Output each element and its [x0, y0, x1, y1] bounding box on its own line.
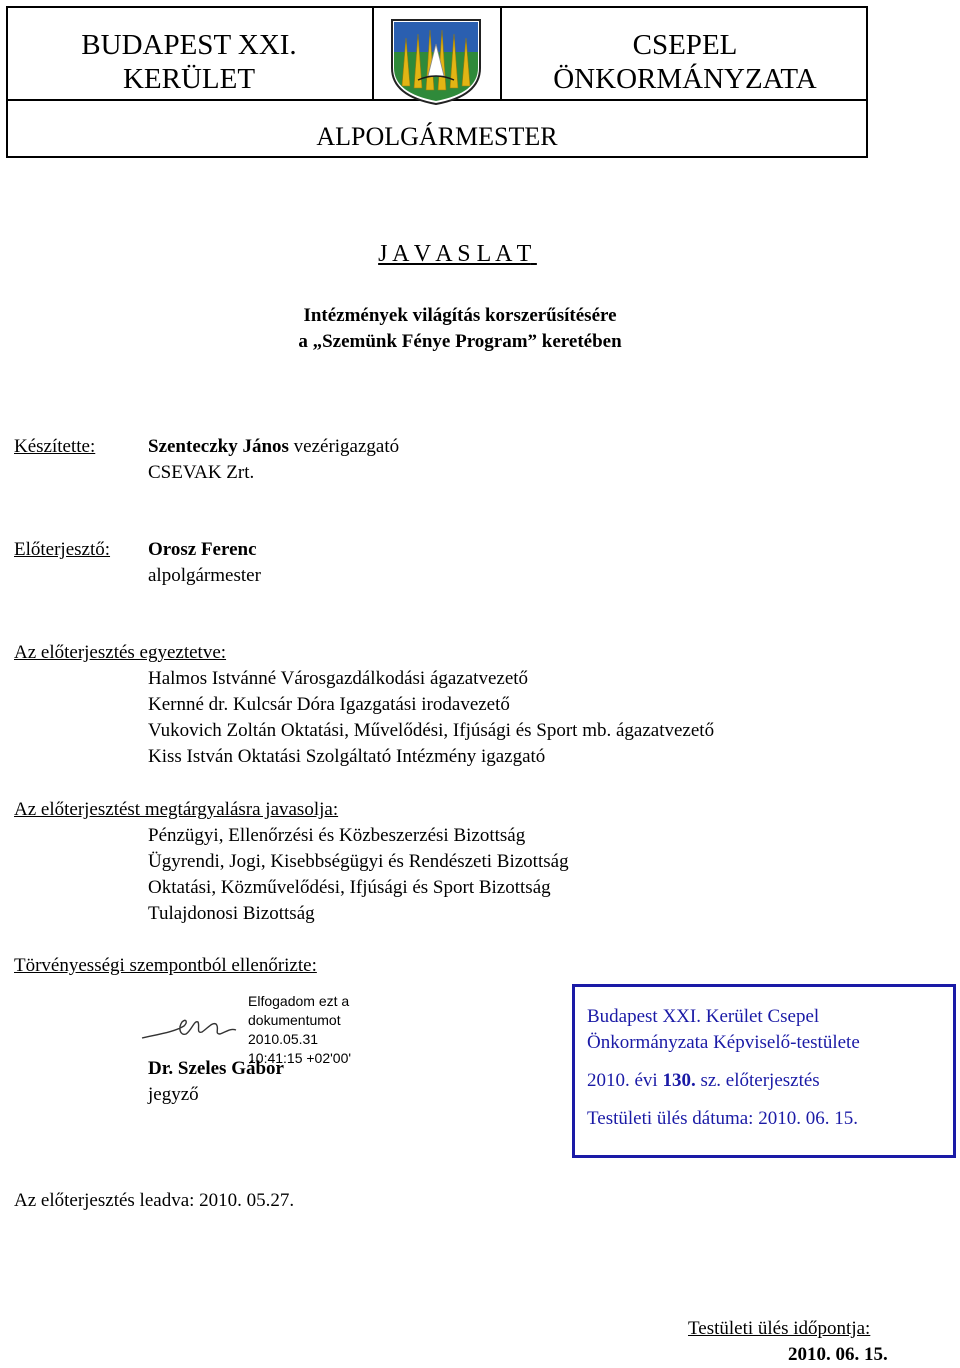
- committee-item: Oktatási, Közművelődési, Ifjúsági és Sport Bizottság: [148, 877, 551, 898]
- subtitle-line2: a „Szemünk Fénye Program” keretében: [298, 331, 622, 352]
- committees-label: Az előterjesztést megtárgyalásra javasolja:: [14, 799, 339, 820]
- header-right-line2: ÖNKORMÁNYZATA: [553, 63, 817, 95]
- prepared-role: vezérigazgató: [288, 436, 400, 457]
- coat-of-arms-icon: [388, 16, 484, 106]
- agreed-item: Kernné dr. Kulcsár Dóra Igazgatási irodavezető: [148, 694, 510, 715]
- prepared-person: [148, 434, 399, 460]
- committee-item: Ügyrendi, Jogi, Kisebbségügyi és Rendészeti Bizottság: [148, 851, 569, 872]
- meeting-date: 2010. 06. 15.: [788, 1344, 888, 1365]
- agreed-item: Halmos Istvánné Városgazdálkodási ágazatvezető: [148, 668, 529, 689]
- legal-role: jegyző: [148, 1084, 199, 1105]
- legal-label: Törvényességi szempontból ellenőrizte:: [14, 955, 317, 976]
- stamp-line: 2010.05.31: [248, 1031, 319, 1047]
- presenter-label: Előterjesztő:: [14, 539, 111, 560]
- prepared-name: Szenteczky János: [148, 436, 289, 457]
- javaslat-heading: J A V A S L A T: [378, 241, 531, 267]
- infobox-line1: Budapest XXI. Kerület Csepel: [587, 1006, 820, 1027]
- infobox-year: 2010. évi: [587, 1070, 663, 1091]
- committee-item: Tulajdonosi Bizottság: [148, 903, 315, 924]
- header-right: [502, 28, 868, 96]
- infobox-line3: [587, 1068, 820, 1094]
- submitted-date: Az előterjesztés leadva: 2010. 05.27.: [14, 1190, 295, 1211]
- agreed-label: Az előterjesztés egyeztetve:: [14, 642, 227, 663]
- infobox-number: 130.: [662, 1070, 696, 1091]
- stamp-line: 10:41:15 +02'00': [248, 1050, 352, 1066]
- header-left: [8, 28, 370, 96]
- committee-item: Pénzügyi, Ellenőrzési és Közbeszerzési Bizottság: [148, 825, 526, 846]
- presenter-role: alpolgármester: [148, 565, 261, 586]
- agreed-item: Vukovich Zoltán Oktatási, Művelődési, Ifjúsági és Sport mb. ágazatvezető: [148, 720, 715, 741]
- stamp-line: Elfogadom ezt a: [248, 993, 350, 1009]
- presenter-name: Orosz Ferenc: [148, 539, 257, 560]
- prepared-label: Készítette:: [14, 436, 96, 457]
- stamp-line: dokumentumot: [248, 1012, 341, 1028]
- meeting-label: Testületi ülés időpontja:: [688, 1318, 871, 1339]
- infobox-suffix: sz. előterjesztés: [695, 1070, 820, 1091]
- subtitle-line1: Intézmények világítás korszerűsítésére: [303, 305, 617, 326]
- document-heading: [0, 240, 915, 268]
- agreed-item: Kiss István Oktatási Szolgáltató Intézmény igazgató: [148, 746, 546, 767]
- signature-icon: [140, 1008, 240, 1044]
- header-left-line2: KERÜLET: [122, 63, 256, 95]
- prepared-org: CSEVAK Zrt.: [148, 462, 255, 483]
- infobox-line4: Testületi ülés dátuma: 2010. 06. 15.: [587, 1108, 858, 1129]
- infobox-line2: Önkormányzata Képviselő-testülete: [587, 1032, 860, 1053]
- legal-name: Dr. Szeles Gábor: [148, 1058, 284, 1079]
- header-bottom: ALPOLGÁRMESTER: [316, 122, 558, 151]
- header-left-line1: BUDAPEST XXI.: [81, 29, 297, 61]
- header-divider-left: [372, 6, 374, 101]
- header-right-line1: CSEPEL: [632, 29, 738, 61]
